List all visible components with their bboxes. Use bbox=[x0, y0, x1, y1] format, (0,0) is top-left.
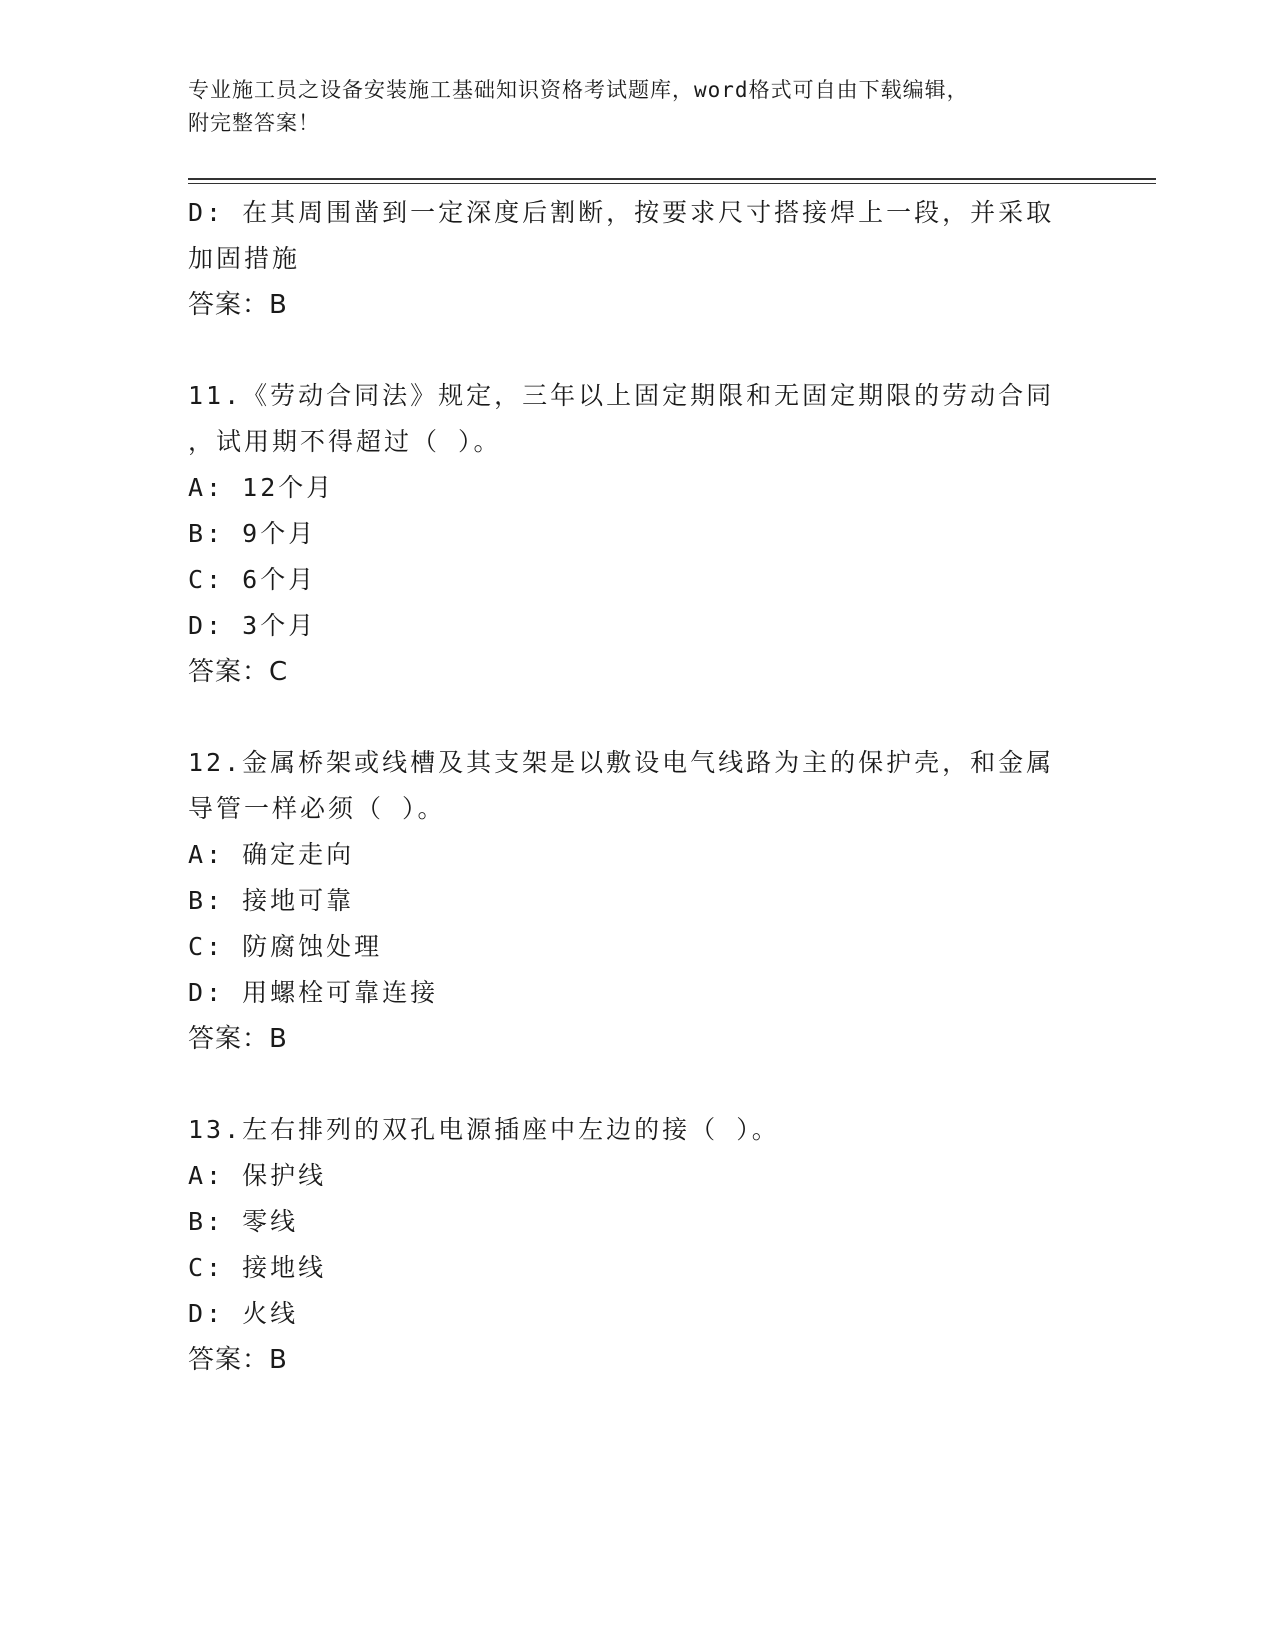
answer-line: 答案：B bbox=[188, 290, 288, 320]
question-11 bbox=[188, 373, 1148, 695]
option-b: B: 零线 bbox=[188, 1207, 299, 1236]
question-stem-line-1: 13.左右排列的双孔电源插座中左边的接（ ）。 bbox=[188, 1115, 780, 1144]
option-d-line-2: 加固措施 bbox=[188, 244, 301, 273]
question-stem-line-1: 12.金属桥架或线槽及其支架是以敷设电气线路为主的保护壳，和金属 bbox=[188, 748, 1055, 777]
question-12 bbox=[188, 740, 1148, 1062]
option-d: D: 3个月 bbox=[188, 611, 317, 640]
header-line-1: 专业施工员之设备安装施工基础知识资格考试题库，word格式可自由下载编辑， bbox=[188, 78, 969, 102]
question-stem-line-2: ，试用期不得超过（ ）。 bbox=[188, 427, 502, 456]
question-stem-line-1: 11.《劳动合同法》规定，三年以上固定期限和无固定期限的劳动合同 bbox=[188, 381, 1055, 410]
header-divider-thick bbox=[188, 178, 1156, 180]
header-divider-thin bbox=[188, 183, 1156, 184]
answer-line: 答案：B bbox=[188, 1345, 288, 1375]
spacer bbox=[188, 328, 1148, 373]
page-header bbox=[188, 74, 1088, 140]
option-a: A: 12个月 bbox=[188, 473, 335, 502]
spacer bbox=[188, 1062, 1148, 1107]
option-c: C: 接地线 bbox=[188, 1253, 327, 1282]
option-a: A: 确定走向 bbox=[188, 840, 355, 869]
option-d: D: 火线 bbox=[188, 1299, 299, 1328]
option-c: C: 6个月 bbox=[188, 565, 317, 594]
spacer bbox=[188, 695, 1148, 740]
document-body bbox=[188, 190, 1148, 1383]
option-c: C: 防腐蚀处理 bbox=[188, 932, 383, 961]
answer-line: 答案：B bbox=[188, 1024, 288, 1054]
option-b: B: 接地可靠 bbox=[188, 886, 355, 915]
option-b: B: 9个月 bbox=[188, 519, 317, 548]
option-d-line-1: D: 在其周围凿到一定深度后割断，按要求尺寸搭接焊上一段，并采取 bbox=[188, 198, 1055, 227]
header-line-2: 附完整答案！ bbox=[188, 111, 320, 135]
prev-question-tail bbox=[188, 190, 1148, 328]
question-stem-line-2: 导管一样必须（ ）。 bbox=[188, 794, 446, 823]
answer-line: 答案：C bbox=[188, 657, 289, 687]
option-d: D: 用螺栓可靠连接 bbox=[188, 978, 439, 1007]
question-13 bbox=[188, 1107, 1148, 1383]
option-a: A: 保护线 bbox=[188, 1161, 327, 1190]
